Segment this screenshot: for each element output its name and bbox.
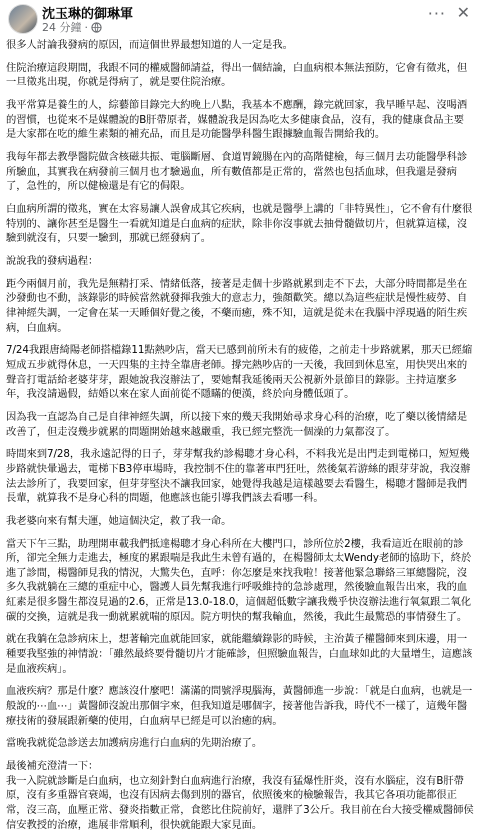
paragraph: 住院治療這段期間，我跟不同的權威醫師請益，得出一個結論，白血病根本無法預防，它會有徵兆，但一旦徵兆出現，你就是得病了，就是要住院治療。 [6,61,468,89]
paragraph: 7/24我跟唐綺陽老師搭檔錄11點熱吵店，當天已感到前所未有的疲倦，之前走十步路就累，那天已經縮短成五步就得休息，一天四集的主持全靠唐老師。撐完熱吵店的一天後，我回到休息室，用快哭出來的聲音打電話給老婆芽芽，跟她說我沒辦法了，要她幫我延後兩天公視新外景節目的錄影。主持這麼多年，我沒請過假，結婚以來在家人面前從不隱瞞的便漢，終於向身體低頭了。 [6,344,473,401]
meta-separator: · [84,20,88,34]
paragraph: 當晚我就從急診送去加護病房進行白血病的先期治療了。 [6,737,263,750]
paragraph: 白血病所謂的徵兆，實在太容易讓人誤會成其它疾病，也就是醫學上講的「非特異性」，它不會有什麼很特別的、讓你甚至是醫生一看就知道是白血病的症狀，除非你沒事就去抽骨髓做切片，但就算這樣，沒驗到就沒有，只要一驗到，那就已經發病了。 [6,203,473,245]
globe-icon [91,22,102,33]
paragraph: 血液疾病？那是什麼？應該沒什麼吧！滿滿的問號浮現腦海，黃醫師進一步說：「就是白血病，也就是一般說的⋯血⋯」黃醫師沒說出那個字來，但我知道是哪個字，接著他告訴我，時代不一樣了，這幾年醫療技術的發展跟新藥的使用，白血病早已經是可以治癒的病。 [6,685,473,727]
paragraph: 時間來到7/28，我永遠記得的日子，芽芽幫我約診楊聰才身心科，不料我光是出門走到電梯口，短短幾步路就快暈過去，電梯下B3停車場時，我控制不住的靠著車門狂吐，然後氣若游絲的跟芽芽說，我沒辦法去診所了，我要回家，但芽芽堅決不讓我回家，她覺得我越是這樣越要去看醫生，楊聰才醫師是我們長輩，就算我不是身心科的問題，他應該也能引導我們該去看哪一科。 [6,448,471,505]
paragraph: 當天下午三點，助理開車載我們抵達楊聰才身心科所在大樓門口，診所位於2樓，我看這近在眼前的診所，卻完全無力走進去，極度的累跟喘是我此生未曾有過的，在楊醫師太太Wendy老師的協助下，終於進了診間，楊醫師見我的情況，大驚失色，直呼：你怎麼是來找我啦！接著他緊急聯絡三軍總醫院，沒多久我就躺在三總的重症中心，醫護人員先幫我進行呼吸維持的急診處理，然後驗血報告出來，我的血紅素是很多醫生都沒見過的2.6，正常是13.0-18.0，這個超低數字讓我幾乎快沒辦法進行氧氣跟二氧化碳的交換，這就是我一動就累就喘的原因。院方明快的幫我輸血，然後，我此生最驚恐的事情發生了。 [6,537,472,623]
post-header [0,0,480,38]
paragraph: 很多人討論我發病的原因，而這個世界最想知道的人一定是我。 [6,39,293,51]
avatar[interactable] [8,4,38,34]
paragraph: 說說我的發病過程： [6,255,99,268]
post-meta [42,19,102,35]
paragraph: 因為我一直認為自己是自律神經失調，所以接下來的幾天我開始尋求身心科的治療，吃了藥以後情緒是改善了，但走沒幾步就累的問題開始越來越嚴重，我已經完整洗一個澡的力氣都沒了。 [6,410,468,438]
post-time[interactable]: 24 分鐘 [42,21,82,34]
post-body [0,38,480,832]
paragraph: 我老婆向來有幫夫運，她這個決定，救了我一命。 [6,514,232,527]
paragraph: 我平常算是養生的人，綜藝節目錄完大約晚上八點，我基本不應酬，錄完就回家，我早睡早起、沒喝酒的習慣，也從來不是媒體說的B肝帶原者，媒體說我是因為吃太多健康食品，沒有，我的健康食品主要是大家都在吃的維生素類的補充品，而且是功能醫學科醫生跟據驗血報告開給我的。 [6,99,468,141]
author-name[interactable]: 沈玉琳的御琳軍 [42,7,134,22]
paragraph: 最後補充澄清一下： 我一入院就診斷是白血病，也立刻針對白血病進行治療，我沒有猛爆性肝炎，沒有水腦症，沒有B肝帶原，沒有多重器官衰竭，也沒有因病去傷到別的器官，依照後來的檢驗報告，我其它各項功能都很正常，沒三高，血壓正常、發炎指數正常，食慾比住院前好，還胖了3公斤。我目前在台大接受權威醫師侯信安教授的治療，進展非常順利，很快就能跟大家見面。 [6,760,474,831]
paragraph: 我每年都去教學醫院做含核磁共振、電腦斷層、食道胃鏡腸在內的高階健檢，每三個月去功能醫學科診所驗血，其實我在病發前三個月也才驗過血，所有數值都是正常的，當然也包括血球，但我還是發病了，急性的，所以健檢還是有它的侷限。 [6,151,468,193]
close-icon[interactable]: ✕ [456,3,470,22]
paragraph: 就在我躺在急診病床上，想著輸完血就能回家，就能繼續錄影的時候，主治黃子權醫師來到床邊，用一種要我堅強的神情說：「雖然最終要骨髓切片才能確診，但照驗血報告，白血球如此的大量增生，這應該是血液疾病」。 [6,633,473,675]
more-options-icon[interactable]: ··· [427,4,446,23]
paragraph: 距今兩個月前，我先是無精打采、情緒低落，接著是走個十步路就累到走不下去，大部分時間都是坐在沙發動也不動，該錄影的時候當然就發揮我強大的意志力，強顏歡笑。總以為這些症狀是慢性疲勞、自律神經失調，一定會在某一天睡個好覺之後，不藥而癒，殊不知，這就是從未在我腦中浮現過的陌生疾病，白血病。 [6,277,468,334]
